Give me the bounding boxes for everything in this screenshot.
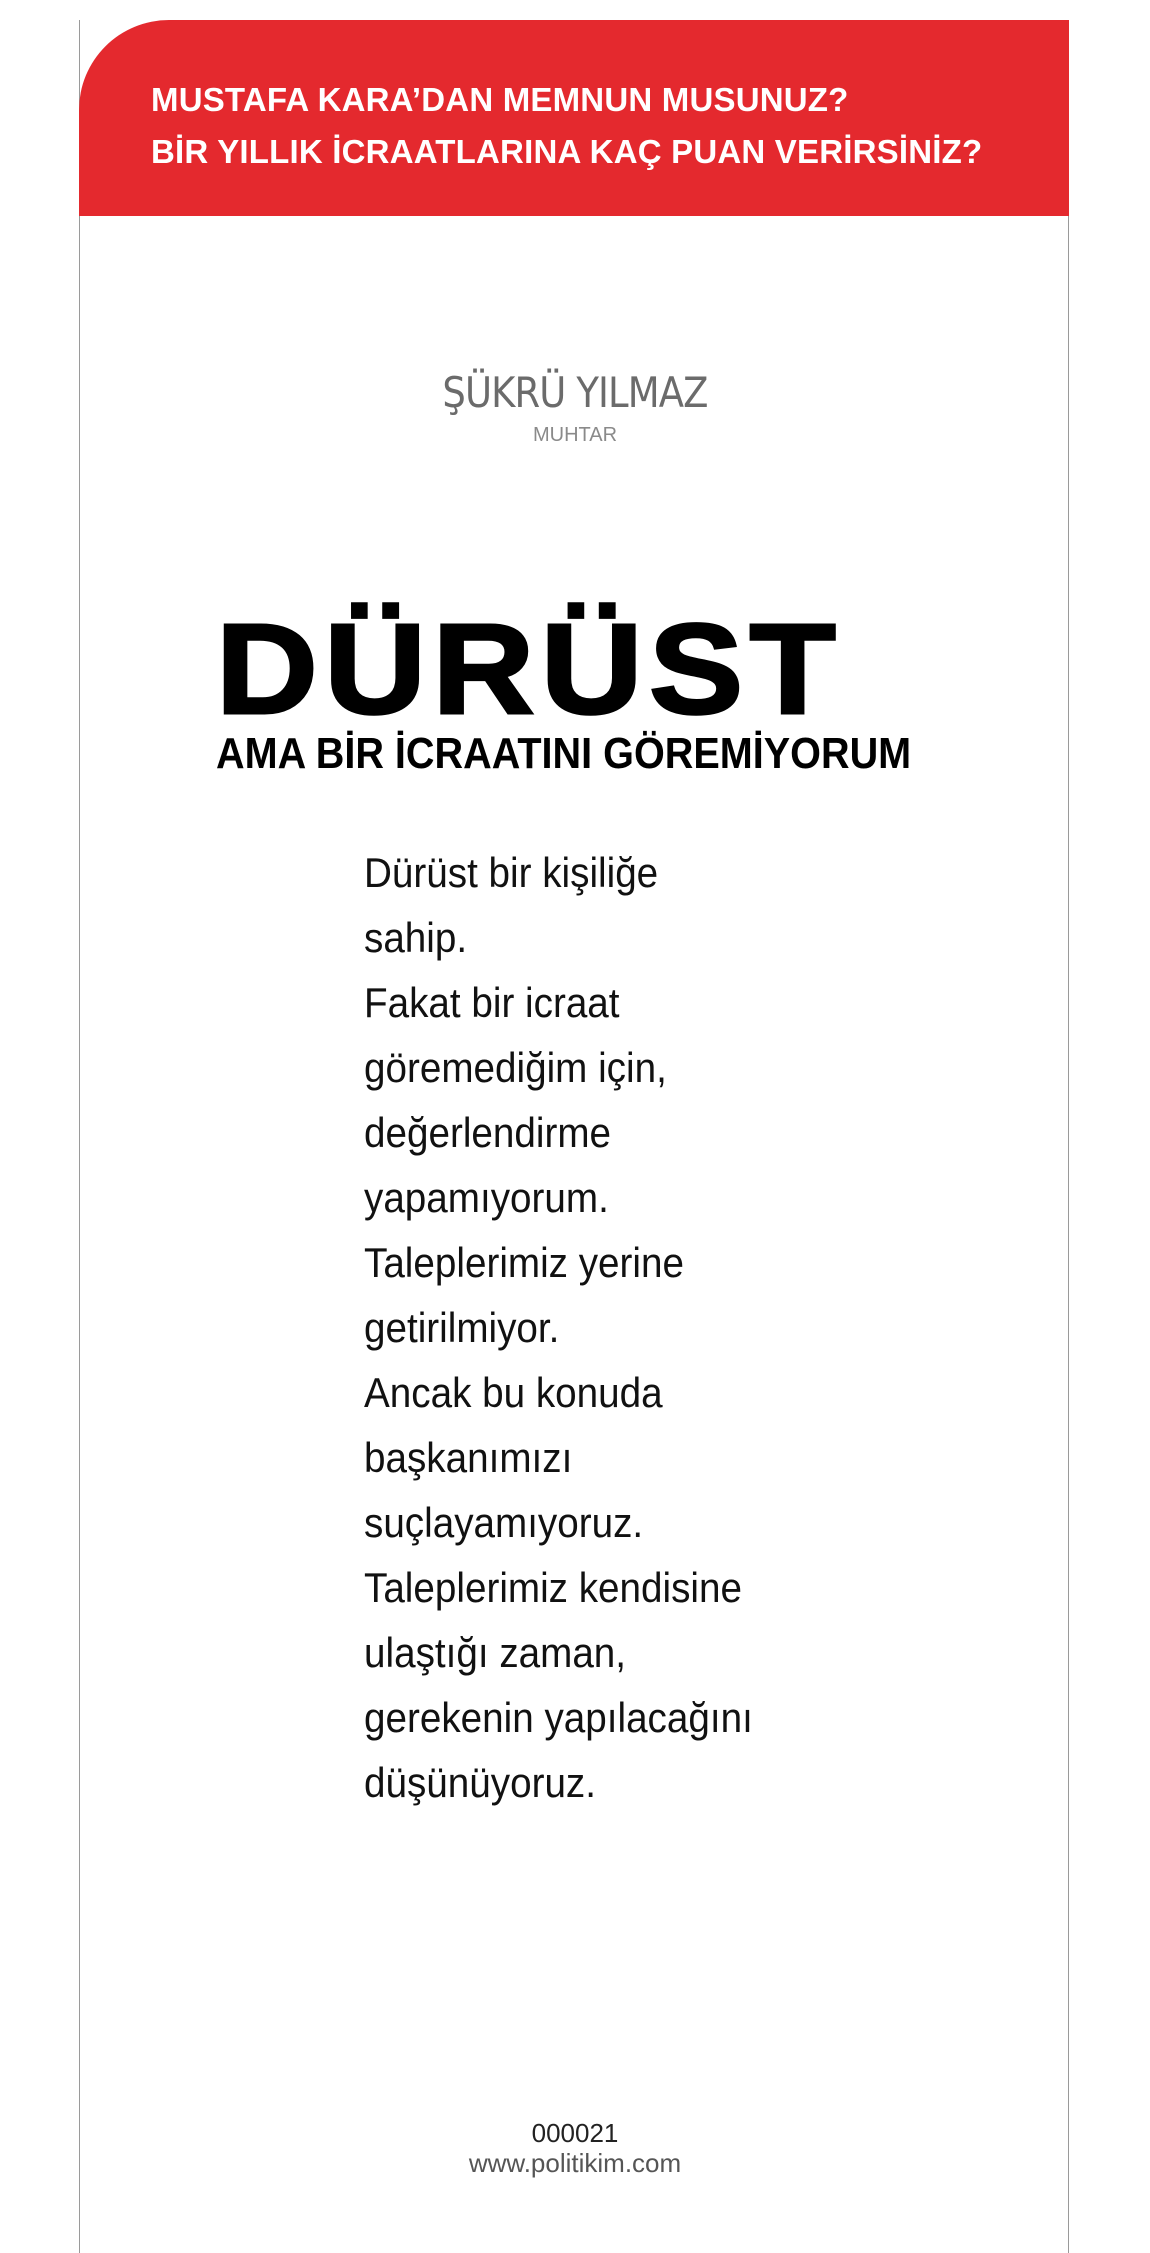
survey-question-banner — [79, 20, 1069, 216]
comment-line: Ancak bu konuda — [364, 1369, 663, 1416]
verdict-subheadline: AMA BİR İCRAATINI GÖREMİYORUM — [216, 729, 912, 778]
card-code: 000021 — [531, 2118, 619, 2148]
comment-line: Taleplerimiz yerine — [364, 1239, 684, 1286]
comment-line: başkanımızı — [364, 1434, 573, 1481]
comment-line: gerekenin yapılacağını — [364, 1694, 753, 1741]
comment-line: göremediğim için, — [364, 1044, 667, 1091]
respondent-name: ŞÜKRÜ YILMAZ — [442, 368, 708, 417]
verdict-headline: DÜRÜST — [216, 598, 843, 741]
comment-line: değerlendirme — [364, 1109, 612, 1156]
footer — [0, 2118, 1150, 2178]
comment-line: suçlayamıyoruz. — [364, 1499, 644, 1546]
comment-line: Dürüst bir kişiliğe — [364, 849, 659, 896]
comment-line: getirilmiyor. — [364, 1304, 560, 1351]
respondent-block — [0, 368, 1150, 448]
site-url-link[interactable]: www.politikim.com — [468, 2148, 682, 2178]
comment-line: ulaştığı zaman, — [364, 1629, 627, 1676]
respondent-title: MUHTAR — [532, 424, 618, 446]
comment-line: yapamıyorum. — [364, 1174, 609, 1221]
comment-line: sahip. — [364, 914, 468, 961]
comment-body — [364, 840, 824, 1815]
survey-question-line-2: BİR YILLIK İCRAATLARINA KAÇ PUAN VERİRSİNİZ? — [151, 133, 983, 170]
comment-line: Taleplerimiz kendisine — [364, 1564, 742, 1611]
comment-line: Fakat bir icraat — [364, 979, 620, 1026]
comment-line: düşünüyoruz. — [364, 1759, 596, 1806]
survey-question-line-1: MUSTAFA KARA’DAN MEMNUN MUSUNUZ? — [151, 81, 849, 118]
